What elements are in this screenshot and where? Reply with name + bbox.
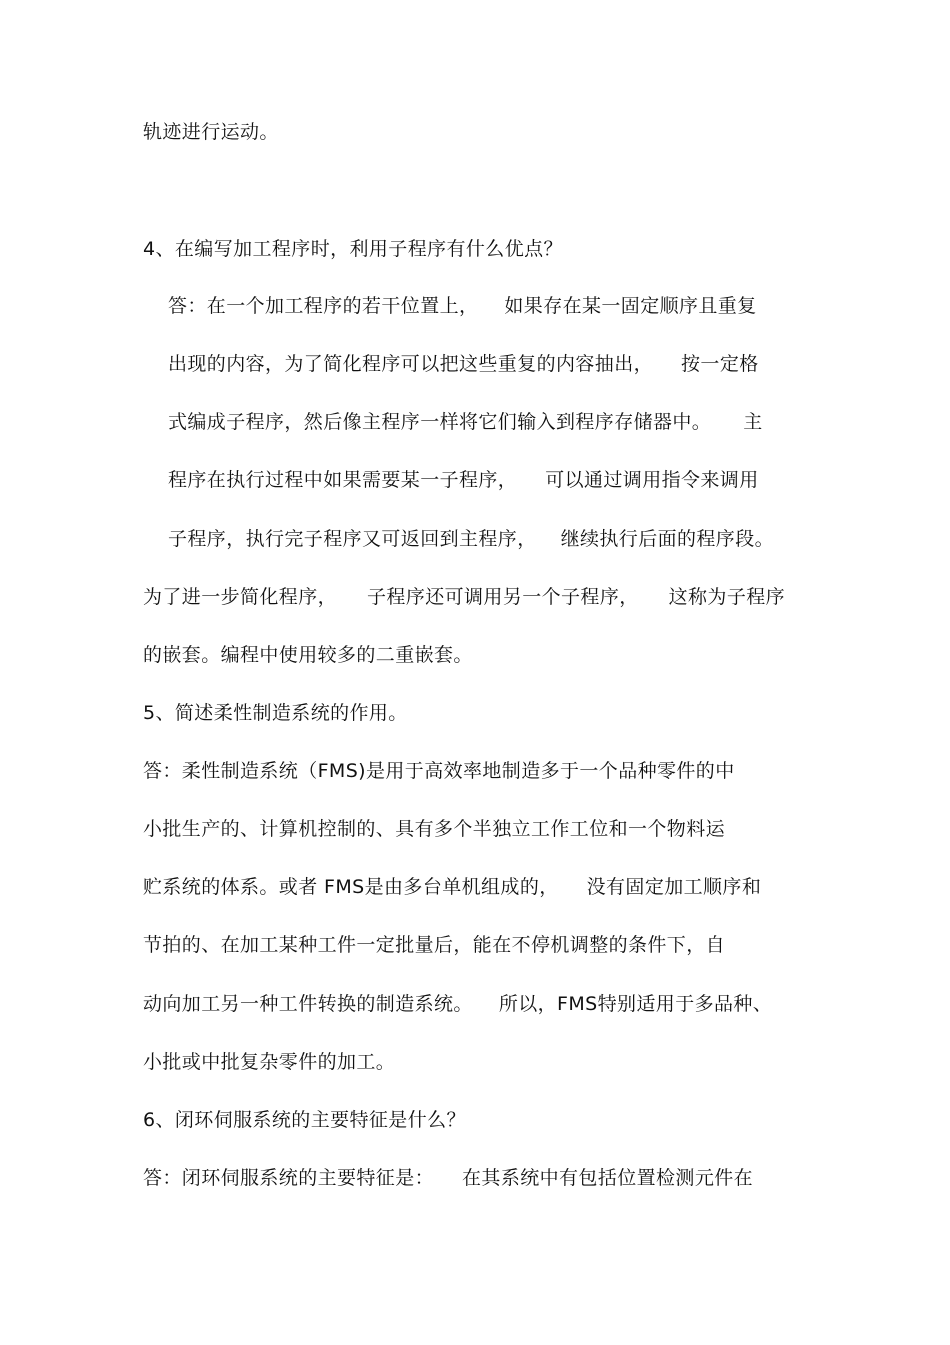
- text-segment: 没有固定加工顺序和: [586, 876, 762, 898]
- text-segment: 子程序还可调用另一个子程序，: [367, 586, 639, 608]
- answer-line: 答：柔性制造系统（FMS)是用于高效率地制造多于一个品种零件的中: [143, 760, 735, 782]
- text-segment: 主: [743, 411, 763, 433]
- answer-line: [168, 352, 759, 376]
- question-heading: 4、在编写加工程序时，利用子程序有什么优点？: [143, 238, 563, 260]
- text-segment: 答：在一个加工程序的若干位置上，: [168, 295, 479, 317]
- text-segment: 动向加工另一种工件转换的制造系统。: [143, 993, 473, 1015]
- text-segment: 继续执行后面的程序段。: [560, 528, 775, 550]
- answer-line: 小批或中批复杂零件的加工。: [143, 1051, 396, 1073]
- text-segment: 出现的内容，为了简化程序可以把这些重复的内容抽出，: [168, 353, 654, 375]
- answer-line: [143, 1166, 753, 1190]
- text-segment: 可以通过调用指令来调用: [545, 469, 759, 491]
- answer-line: [168, 294, 757, 318]
- text-segment: 在其系统中有包括位置检测元件在: [462, 1167, 754, 1189]
- text-segment: 贮系统的体系。或者 FMS是由多台单机组成的，: [143, 876, 559, 898]
- text-segment: 所以，FMS特别适用于多品种、: [498, 993, 773, 1015]
- answer-line: [143, 992, 772, 1016]
- text-segment: 子程序，执行完子程序又可返回到主程序，: [168, 528, 537, 550]
- answer-line: 节拍的、在加工某种工件一定批量后，能在不停机调整的条件下，自: [143, 934, 726, 956]
- answer-line: 小批生产的、计算机控制的、具有多个半独立工作工位和一个物料运: [143, 818, 726, 840]
- text-segment: 按一定格: [681, 353, 759, 375]
- answer-line: 的嵌套。编程中使用较多的二重嵌套。: [143, 644, 473, 666]
- text-segment: 为了进一步简化程序，: [143, 586, 338, 608]
- text-segment: 式编成子程序，然后像主程序一样将它们输入到程序存储器中。: [168, 411, 712, 433]
- answer-line: [143, 585, 785, 609]
- question-heading: 5、简述柔性制造系统的作用。: [143, 702, 408, 724]
- paragraph-line: 轨迹进行运动。: [143, 121, 279, 143]
- answer-line: [168, 468, 759, 492]
- question-heading: 6、闭环伺服系统的主要特征是什么？: [143, 1109, 466, 1131]
- text-segment: 程序在执行过程中如果需要某一子程序，: [168, 469, 518, 491]
- answer-line: [168, 527, 774, 551]
- text-segment: 答：闭环伺服系统的主要特征是：: [143, 1167, 435, 1189]
- text-segment: 如果存在某一固定顺序且重复: [504, 295, 757, 317]
- answer-line: [143, 875, 761, 899]
- answer-line: [168, 410, 763, 434]
- text-segment: 这称为子程序: [668, 586, 786, 608]
